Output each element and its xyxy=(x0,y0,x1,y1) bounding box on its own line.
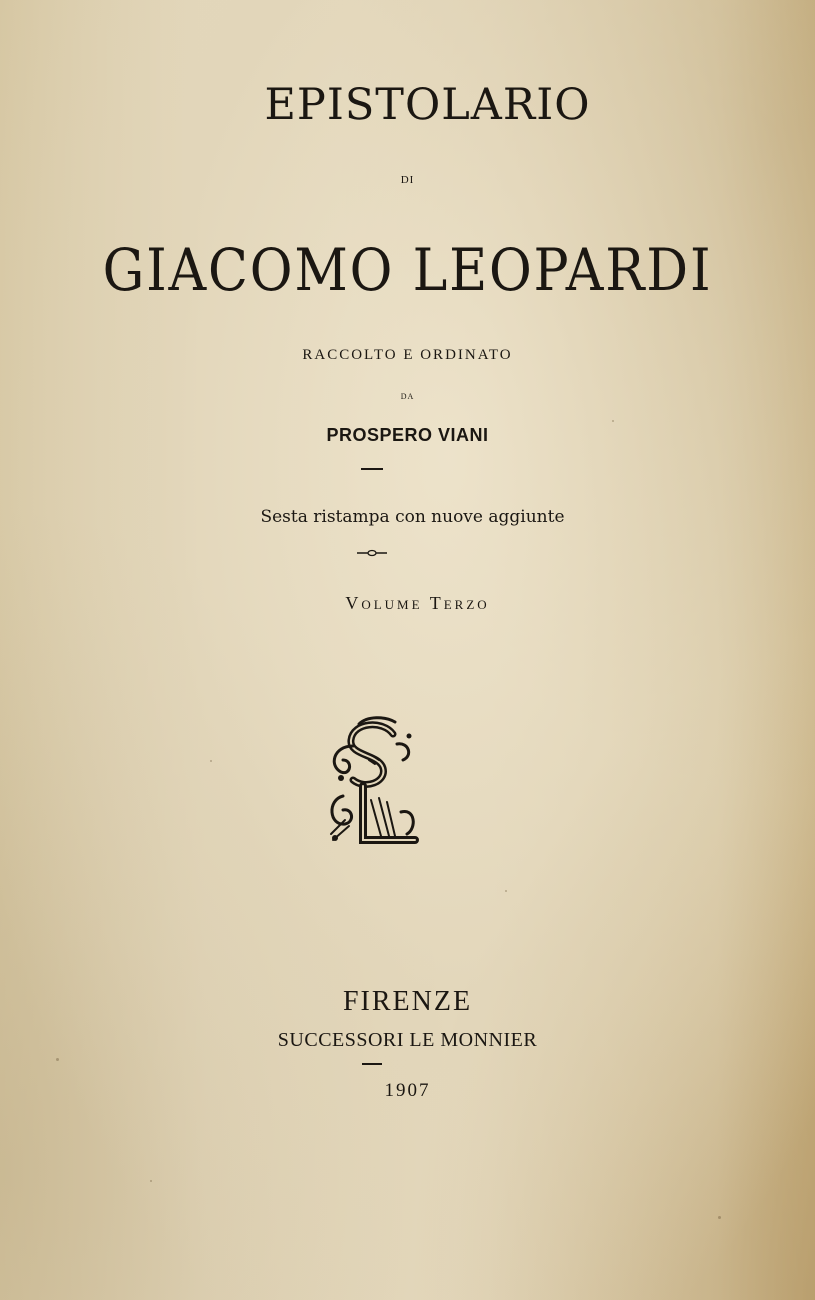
paper-speck xyxy=(505,890,507,892)
publisher-monogram-icon xyxy=(323,716,423,850)
paper-speck xyxy=(718,1216,721,1219)
editor-preposition: DA xyxy=(400,392,415,401)
imprint-publisher: SUCCESSORI LE MONNIER xyxy=(277,1029,538,1051)
author-name: GIACOMO LEOPARDI xyxy=(102,236,713,304)
imprint-city: FIRENZE xyxy=(342,986,473,1017)
compiled-line: RACCOLTO E ORDINATO xyxy=(302,347,513,363)
book-title: EPISTOLARIO xyxy=(264,80,591,130)
editor-name: PROSPERO VIANI xyxy=(326,425,489,445)
paper-speck xyxy=(56,1058,59,1061)
paper-speck xyxy=(612,420,614,422)
imprint-rule xyxy=(362,1063,382,1065)
edition-line: Sesta ristampa con nuove aggiunte xyxy=(260,507,565,527)
imprint-year: 1907 xyxy=(384,1080,431,1101)
volume-line: Volume Terzo xyxy=(345,593,490,613)
paper-speck xyxy=(210,760,212,762)
paper-speck xyxy=(150,1180,152,1182)
divider-rule xyxy=(361,468,383,470)
title-preposition: DI xyxy=(400,174,415,186)
ornamental-divider xyxy=(356,548,388,558)
